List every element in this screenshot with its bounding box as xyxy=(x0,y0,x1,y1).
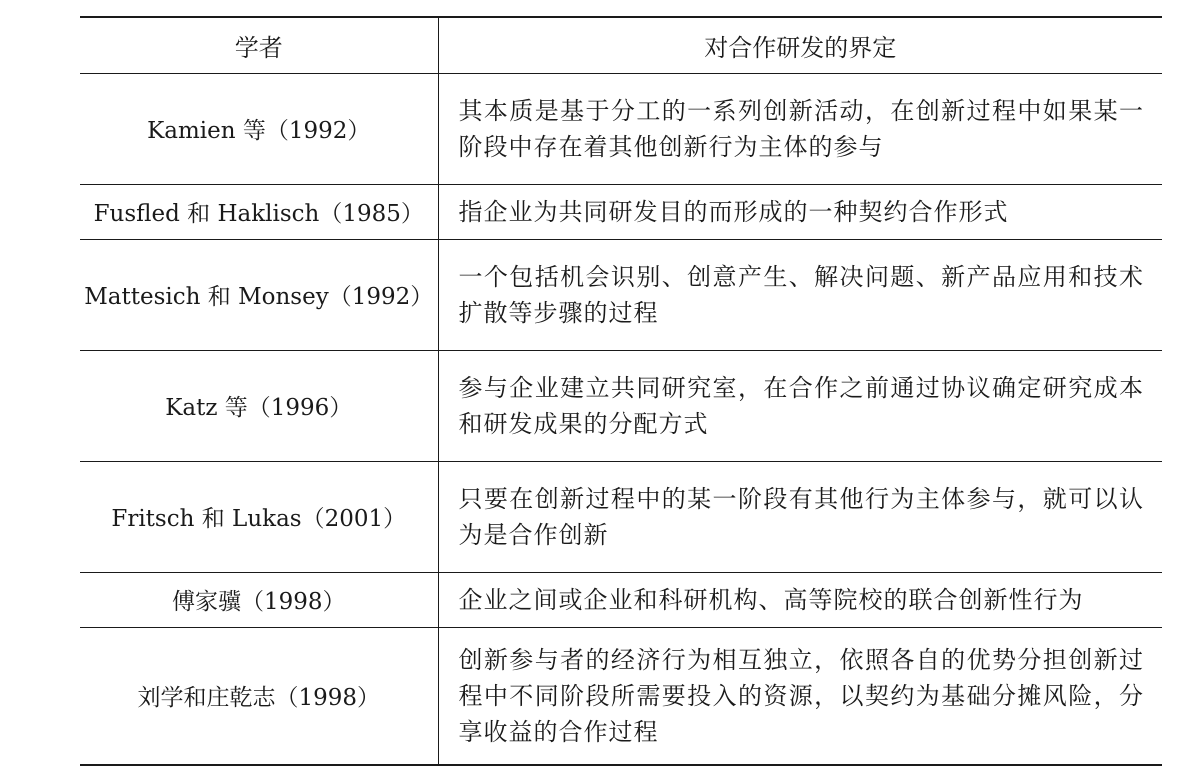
scholar-cell: 刘学和庄乾志（1998） xyxy=(80,627,438,765)
definition-cell: 其本质是基于分工的一系列创新活动，在创新过程中如果某一阶段中存在着其他创新行为主体的参与 xyxy=(438,73,1162,184)
scholar-cell: Katz 等（1996） xyxy=(80,350,438,461)
table-row xyxy=(80,184,1162,239)
definition-cell: 只要在创新过程中的某一阶段有其他行为主体参与，就可以认为是合作创新 xyxy=(438,461,1162,572)
table-row xyxy=(80,350,1162,461)
scholar-cell: Fusfled 和 Haklisch（1985） xyxy=(80,184,438,239)
scholar-cell: Kamien 等（1992） xyxy=(80,73,438,184)
definition-cell: 企业之间或企业和科研机构、高等院校的联合创新性行为 xyxy=(438,572,1162,627)
definition-cell: 参与企业建立共同研究室，在合作之前通过协议确定研究成本和研发成果的分配方式 xyxy=(438,350,1162,461)
definition-table-container xyxy=(80,16,1162,766)
header-scholar: 学者 xyxy=(80,17,438,73)
scholar-cell: Mattesich 和 Monsey（1992） xyxy=(80,239,438,350)
scholar-cell: Fritsch 和 Lukas（2001） xyxy=(80,461,438,572)
definition-cell: 指企业为共同研发目的而形成的一种契约合作形式 xyxy=(438,184,1162,239)
table-row xyxy=(80,239,1162,350)
definition-cell: 一个包括机会识别、创意产生、解决问题、新产品应用和技术扩散等步骤的过程 xyxy=(438,239,1162,350)
scholar-cell: 傅家骥（1998） xyxy=(80,572,438,627)
table-row xyxy=(80,627,1162,765)
table-header-row xyxy=(80,17,1162,73)
table-row xyxy=(80,572,1162,627)
definition-cell: 创新参与者的经济行为相互独立，依照各自的优势分担创新过程中不同阶段所需要投入的资源，以契约为基础分摊风险，分享收益的合作过程 xyxy=(438,627,1162,765)
header-definition: 对合作研发的界定 xyxy=(438,17,1162,73)
definition-table xyxy=(80,16,1162,766)
table-row xyxy=(80,461,1162,572)
table-row xyxy=(80,73,1162,184)
